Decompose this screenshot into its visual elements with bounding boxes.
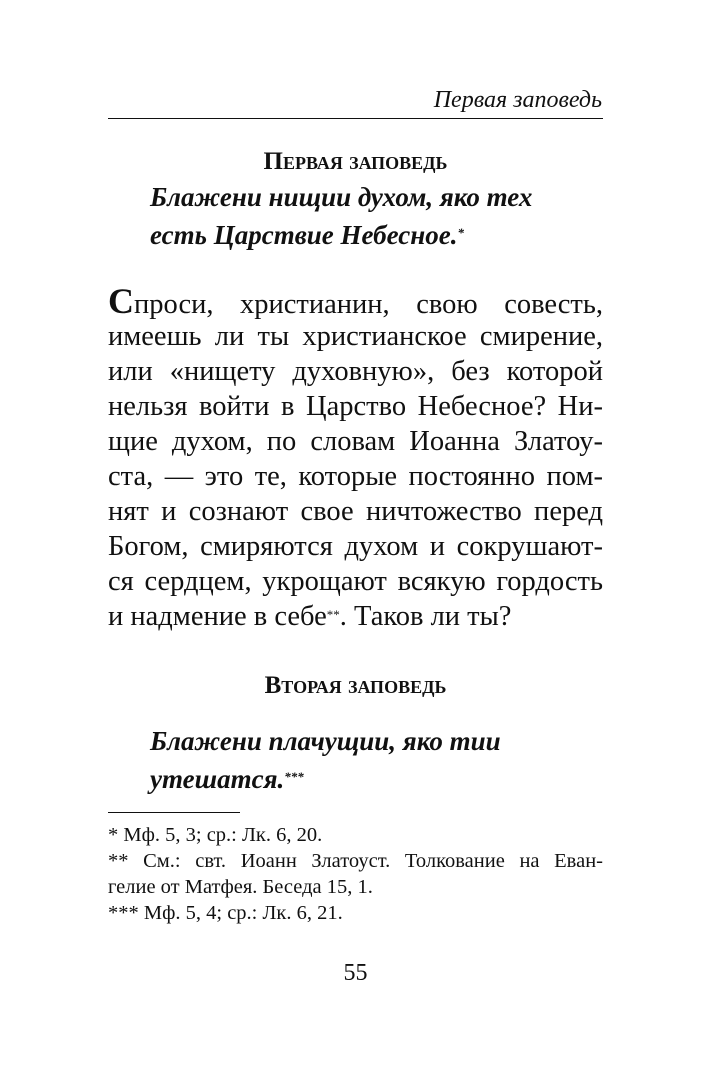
body-paragraph xyxy=(108,281,603,634)
verse-line: Блажени плачущии, яко тии xyxy=(150,726,501,756)
paragraph-line: и надмение в себе**. Таков ли ты? xyxy=(108,601,512,632)
footnotes xyxy=(108,822,603,926)
paragraph-line: щие духом, по словам Иоанна Златоу- xyxy=(108,426,603,457)
footnote: *** Мф. 5, 4; ср.: Лк. 6, 21. xyxy=(108,902,343,924)
paragraph-line: имеешь ли ты христианское смирение, xyxy=(108,321,603,352)
footnote: гелие от Матфея. Беседа 15, 1. xyxy=(108,876,373,898)
footnote-mark: *** xyxy=(284,769,304,784)
footnote-mark: * xyxy=(457,225,464,240)
verse-second xyxy=(150,722,501,798)
section-heading-second: Вторая заповедь xyxy=(264,672,447,699)
verse-line: утешатся.*** xyxy=(150,764,304,794)
paragraph-line: или «нищету духовную», без которой xyxy=(108,356,603,387)
verse-line: Блажени нищии духом, яко тех xyxy=(150,182,533,212)
verse-line: есть Царствие Небесное.* xyxy=(150,220,464,250)
verse-first xyxy=(150,178,532,254)
paragraph-line: ста, — это те, которые постоянно пом- xyxy=(108,461,603,492)
page-number: 55 xyxy=(343,960,368,986)
paragraph-line: нельзя войти в Царство Небесное? Ни- xyxy=(108,391,603,422)
footnote-mark: ** xyxy=(326,607,340,622)
paragraph-line: Спроси, христианин, свою совесть, xyxy=(108,281,603,321)
section-heading-first: Первая заповедь xyxy=(263,148,448,175)
footnote: * Мф. 5, 3; ср.: Лк. 6, 20. xyxy=(108,824,323,846)
paragraph-line: Богом, смиряются духом и сокрушают- xyxy=(108,531,603,562)
running-head: Первая заповедь xyxy=(433,87,602,113)
drop-cap: С xyxy=(108,281,134,321)
footnote: ** См.: свт. Иоанн Златоуст. Толкование на Еван- xyxy=(108,850,603,872)
paragraph-line: ся сердцем, укрощают всякую гордость xyxy=(108,566,603,597)
paragraph-line: нят и сознают свое ничтожество перед xyxy=(108,496,603,527)
footnote-rule xyxy=(108,812,240,813)
header-rule xyxy=(108,118,603,119)
